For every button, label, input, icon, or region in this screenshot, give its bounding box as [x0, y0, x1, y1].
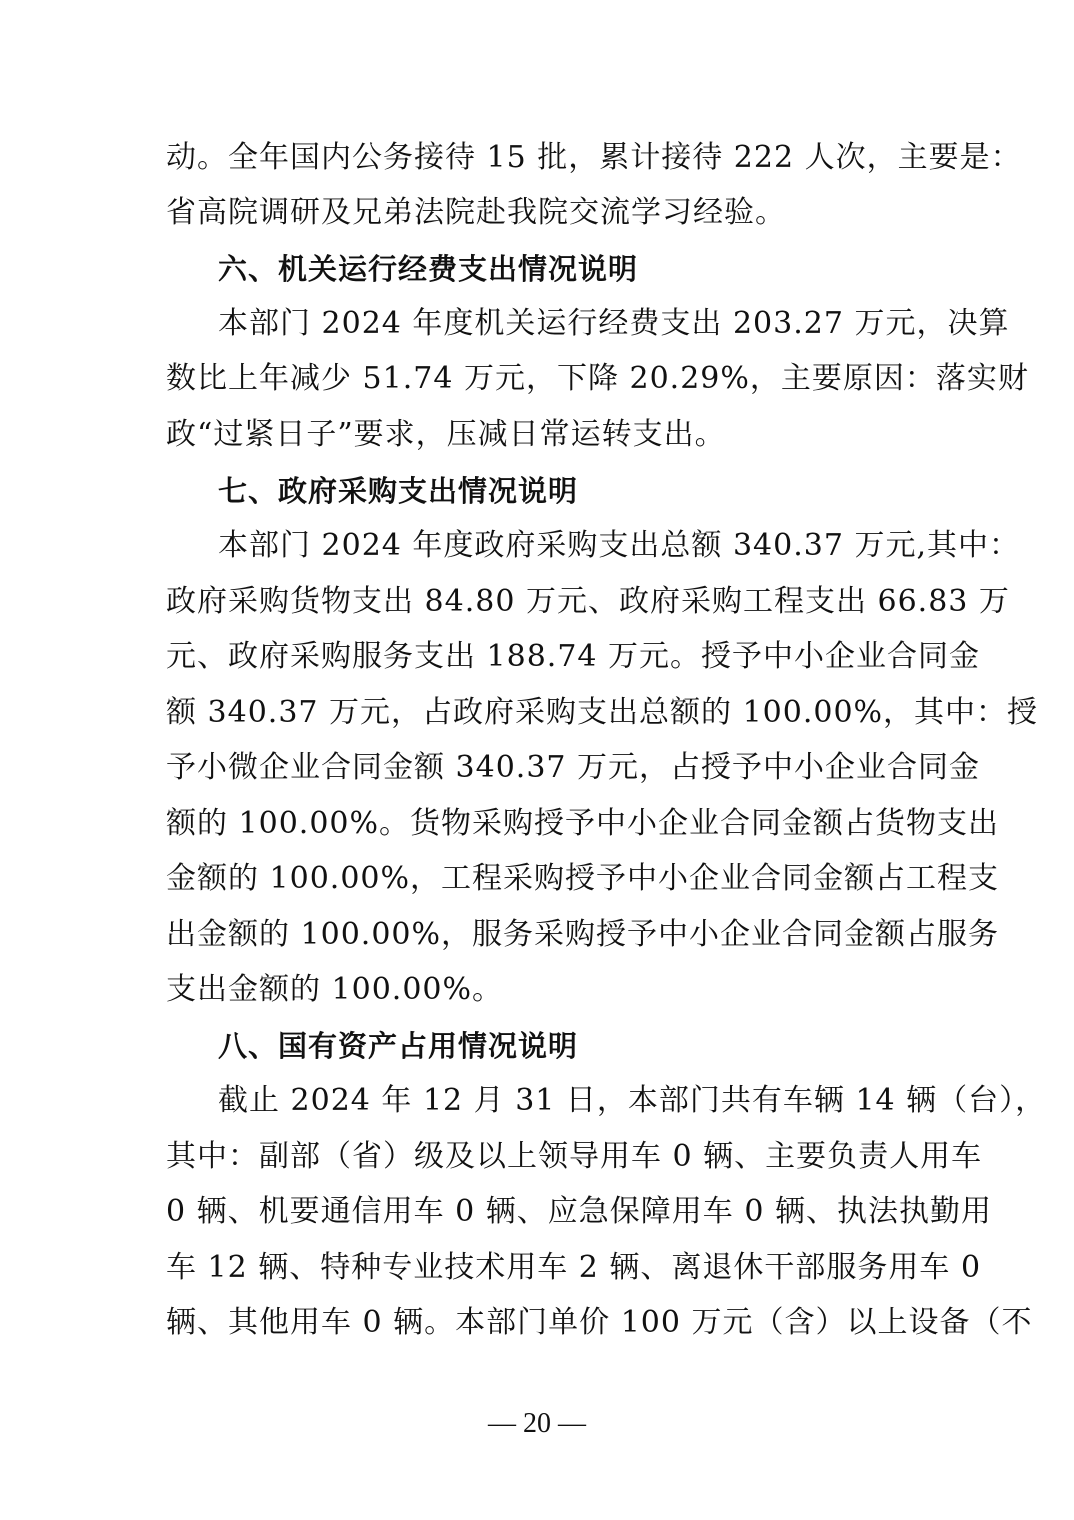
- body-line-13: 额的 100.00%。货物采购授予中小企业合同金额占货物支出: [166, 806, 1000, 841]
- body-line-14: 金额的 100.00%，工程采购授予中小企业合同金额占工程支: [166, 861, 1000, 896]
- body-line-18: 截止 2024 年 12 月 31 日，本部门共有车辆 14 辆（台），: [218, 1083, 1047, 1118]
- body-line-16: 支出金额的 100.00%。: [166, 972, 504, 1007]
- page-number: — 20 —: [488, 1408, 586, 1439]
- section-heading-8: 八、国有资产占用情况说明: [218, 1029, 579, 1063]
- body-line-22: 辆、其他用车 0 辆。本部门单价 100 万元（含）以上设备（不: [166, 1305, 1033, 1340]
- section-heading-6: 六、机关运行经费支出情况说明: [218, 252, 639, 286]
- body-line-1: 动。全年国内公务接待 15 批，累计接待 222 人次，主要是：: [166, 140, 1022, 175]
- body-line-20: 0 辆、机要通信用车 0 辆、应急保障用车 0 辆、执法执勤用: [166, 1194, 992, 1229]
- body-line-11: 额 340.37 万元，占政府采购支出总额的 100.00%，其中：授: [166, 695, 1039, 730]
- body-line-12: 予小微企业合同金额 340.37 万元，占授予中小企业合同金: [166, 750, 981, 785]
- body-line-2: 省高院调研及兄弟法院赴我院交流学习经验。: [166, 195, 786, 230]
- body-line-8: 本部门 2024 年度政府采购支出总额 340.37 万元,其中：: [218, 528, 1020, 563]
- body-line-15: 出金额的 100.00%，服务采购授予中小企业合同金额占服务: [166, 917, 1000, 952]
- section-heading-7: 七、政府采购支出情况说明: [218, 474, 579, 508]
- body-line-10: 元、政府采购服务支出 188.74 万元。授予中小企业合同金: [166, 639, 981, 674]
- body-line-6: 政“过紧日子”要求，压减日常运转支出。: [166, 417, 726, 452]
- body-line-4: 本部门 2024 年度机关运行经费支出 203.27 万元，决算: [218, 306, 1010, 341]
- body-line-5: 数比上年减少 51.74 万元，下降 20.29%，主要原因：落实财: [166, 361, 1029, 396]
- body-line-9: 政府采购货物支出 84.80 万元、政府采购工程支出 66.83 万: [166, 584, 1010, 619]
- body-line-21: 车 12 辆、特种专业技术用车 2 辆、离退休干部服务用车 0: [166, 1250, 982, 1285]
- body-line-19: 其中：副部（省）级及以上领导用车 0 辆、主要负责人用车: [166, 1139, 983, 1174]
